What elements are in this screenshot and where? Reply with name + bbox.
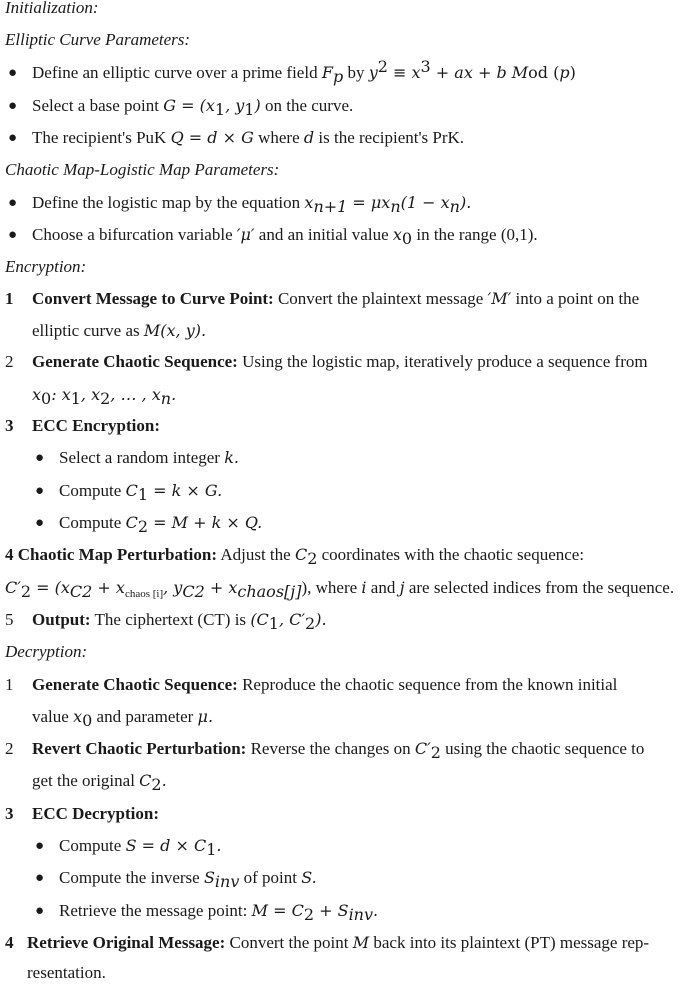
bullet-icon: ● [35, 450, 45, 466]
enc-step-number: 5 [5, 610, 14, 629]
bullet-icon: ● [35, 515, 45, 531]
ec-bullet-public-key: The recipient's PuK Q = d × G where d is the recipient's PrK. [32, 128, 465, 147]
enc-step-number: 1 [5, 289, 14, 308]
enc-step3-bullet-k: Select a random integer k. [59, 448, 239, 467]
dec-step2-line2: get the original $C_2$. [32, 771, 167, 794]
dec-step3-bullet-retrieve: Retrieve the message point: $M = C_2 + S_{inv}$. [59, 901, 379, 924]
encryption-heading: Encryption: [5, 257, 87, 276]
enc-step4-line1: 4 Chaotic Map Perturbation: Adjust the $C_2$ coordinates with the chaotic sequence: [5, 545, 585, 568]
enc-step2-sequence: $x_0$: $x_1$, $x_2$, … , $x_n$. [32, 385, 177, 408]
dec-step1-line1: Generate Chaotic Sequence: Reproduce the chaotic sequence from the known initial [32, 675, 618, 694]
dec-step4-line1: Retrieve Original Message: Convert the point M back into its plaintext (PT) message rep- [27, 933, 650, 952]
bullet-icon: ● [35, 870, 45, 886]
dec-step3-title: ECC Decryption: [32, 804, 160, 823]
bullet-icon: ● [35, 483, 45, 499]
cm-bullet-bifurcation: Choose a bifurcation variable ′μ′ and an initial value $x_0$ in the range (0,1). [32, 225, 538, 248]
chaotic-map-heading: Chaotic Map-Logistic Map Parameters: [5, 160, 280, 179]
cm-bullet-logistic: Define the logistic map by the equation $x_{n+1} = \mu x_n(1 - x_n)$. [32, 193, 472, 216]
dec-step4-line2: resentation. [27, 963, 106, 982]
enc-step3-bullet-c1: Compute $C_1 = k \times G$. [59, 481, 223, 504]
enc-step5-output: Output: The ciphertext (CT) is ($C_1$, $C'_2$). [32, 610, 327, 633]
init-heading: Initialization: [5, 0, 99, 17]
enc-step3-title: ECC Encryption: [32, 416, 160, 435]
bullet-icon: ● [8, 195, 18, 211]
dec-step3-bullet-s: Compute $S = d \times C_1$. [59, 836, 222, 859]
decryption-heading: Decryption: [5, 642, 88, 661]
bullet-icon: ● [8, 227, 18, 243]
ec-bullet-base-point: Select a base point $G = (x_1$, $y_1$) on the curve. [32, 96, 354, 119]
bullet-icon: ● [8, 65, 18, 81]
enc-step-number: 3 [5, 416, 14, 435]
dec-step-number: 2 [5, 739, 14, 758]
ec-params-heading: Elliptic Curve Parameters: [5, 30, 191, 49]
bullet-icon: ● [8, 98, 18, 114]
enc-step1-line1: Convert Message to Curve Point: Convert the plaintext message ′M′ into a point on the [32, 289, 640, 308]
bullet-icon: ● [8, 130, 18, 146]
dec-step-number: 4 [5, 933, 14, 952]
bullet-icon: ● [35, 838, 45, 854]
enc-step4-formula: $C'_2 = (x_{C2} + x_{chaos [i]}$, $y_{C2} + x_{chaos[j]}$), where i and j are selected indices from the sequence. [5, 578, 675, 601]
enc-step2-line1: Generate Chaotic Sequence: Using the logistic map, iteratively produce a sequence from [32, 352, 648, 371]
dec-step3-bullet-inverse: Compute the inverse $S_{inv}$ of point S. [59, 868, 317, 891]
bullet-icon: ● [35, 903, 45, 919]
enc-step-number: 2 [5, 352, 14, 371]
dec-step-number: 1 [5, 675, 14, 694]
enc-step3-bullet-c2: Compute $C_2 = M + k \times Q$. [59, 513, 263, 536]
ec-bullet-curve: Define an elliptic curve over a prime field $F_p$ by $y^2 \equiv x^3$ + ax + b Mod (p) [32, 57, 576, 86]
dec-step2-line1: Revert Chaotic Perturbation: Reverse the changes on $C'_2$ using the chaotic sequence to [32, 739, 645, 762]
dec-step1-line2: value $x_0$ and parameter μ. [32, 707, 214, 730]
dec-step-number: 3 [5, 804, 14, 823]
enc-step1-line2: elliptic curve as M(x, y). [32, 321, 207, 340]
